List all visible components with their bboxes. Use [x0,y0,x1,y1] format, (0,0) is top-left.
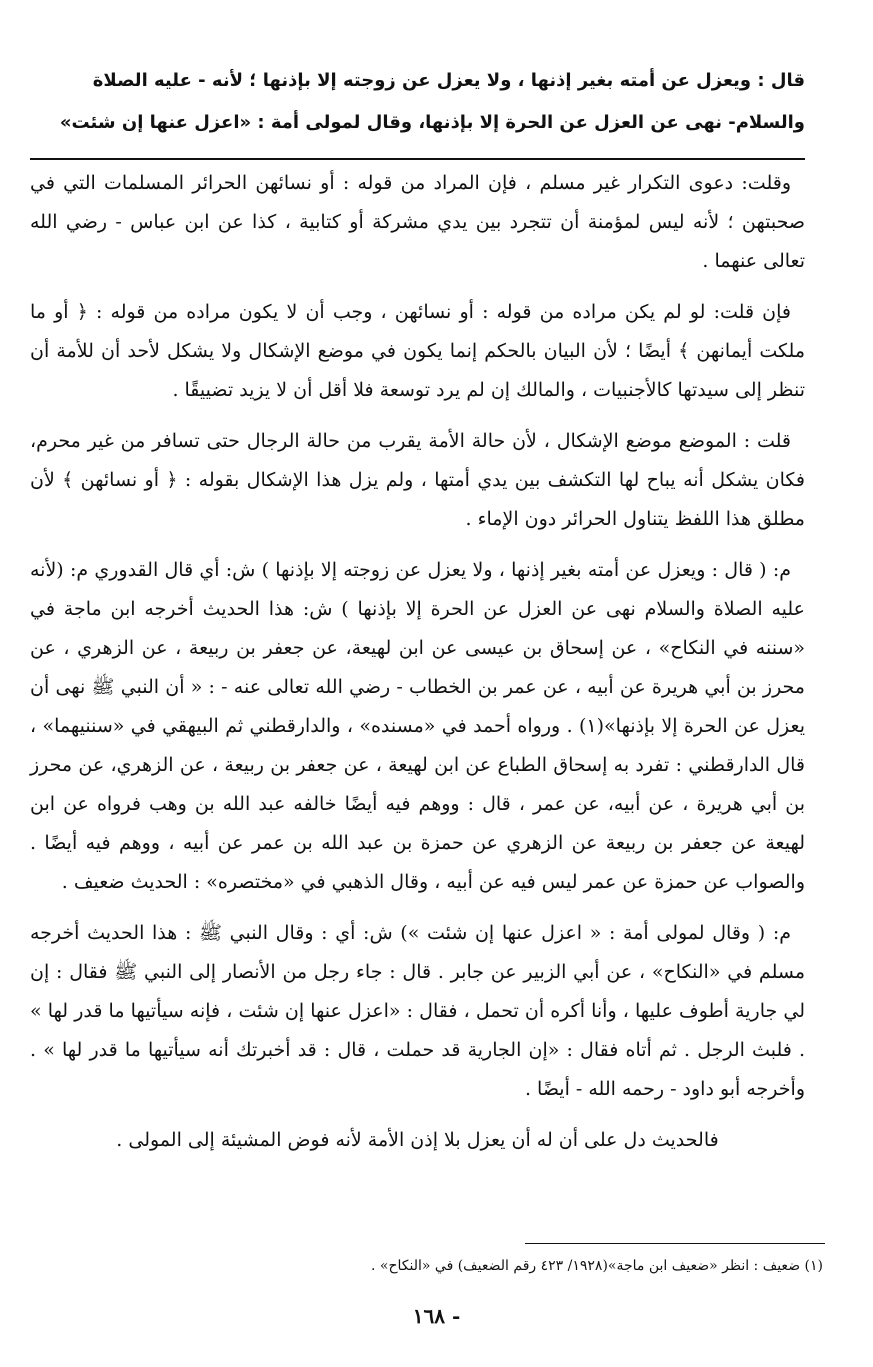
paragraph-4: م: ( قال : ويعزل عن أمته بغير إذنها ، ولا يعزل عن زوجته إلا بإذنها ) ش: أي قال القدوري م: (لأنه عليه الصلاة والسلام نهى عن العزل عن الحرة إلا بإذنها ) ش: هذا الحديث أخرجه ابن ماجة في «سننه في النكاح» ، عن إسحاق بن عيسى عن ابن لهيعة، عن جعفر بن ربيعة ، عن الزهري ، عن محرز بن أبي هريرة عن أبيه ، عن عمر بن الخطاب - رضي الله تعالى عنه - : « أن النبي ﷺ نهى أن يعزل عن الحرة إلا بإذنها»(١) . ورواه أحمد في «مسنده» ، والدارقطني ثم البيهقي في «سننيهما» ، قال الدارقطني : تفرد به إسحاق الطباع عن ابن لهيعة ، عن جعفر بن ربيعة ، عن الزهري، عن محرز بن أبي هريرة ، عن أبيه، عن عمر ، قال : ووهم فيه أيضًا خالفه عبد الله بن وهب فرواه عن ابن لهيعة عن جعفر بن ربيعة عن الزهري عن حمزة بن عبد الله بن عمر عن أبيه ، ووهم فيه أيضًا . والصواب عن حمزة عن عمر ليس فيه عن أبيه ، وقال الذهبي في «مختصره» : الحديث ضعيف . [30,559,805,893]
page-body [30,60,805,1172]
paragraph-1: وقلت: دعوى التكرار غير مسلم ، فإن المراد من قوله : أو نسائهن الحرائر المسلمات التي في صحبتهن ؛ لأنه ليس لمؤمنة أن تتجرد بين يدي مشركة أو كتابية ، كذا عن ابن عباس - رضي الله تعالى عنهما . [30,172,805,272]
paragraph-5: م: ( وقال لمولى أمة : « اعزل عنها إن شئت ») ش: أي : وقال النبي ﷺ : هذا الحديث أخرجه مسلم في «النكاح» ، عن أبي الزبير عن جابر . قال : جاء رجل من الأنصار إلى النبي ﷺ فقال : إن لي جارية أطوف عليها ، وأنا أكره أن تحمل ، فقال : «اعزل عنها إن شئت ، فإنه سيأتيها ما قدر لها » . فلبث الرجل . ثم أتاه فقال : «إن الجارية قد حملت ، قال : قد أخبرتك أنه سيأتيها ما قدر لها » . وأخرجه أبو داود - رحمه الله - أيضًا . [30,922,805,1100]
header-divider [30,158,805,160]
paragraph-3: قلت : الموضع موضع الإشكال ، لأن حالة الأمة يقرب من حالة الرجال حتى تسافر من غير محرم، فكان يشكل أنه يباح لها التكشف بين يدي أمتها ، ولم يزل هذا الإشكال بقوله : ﴿ أو نسائهن ﴾ لأن مطلق هذا اللفظ يتناول الحرائر دون الإماء . [30,430,805,530]
paragraph-2: فإن قلت: لو لم يكن مراده من قوله : أو نسائهن ، وجب أن لا يكون مراده من قوله : ﴿ أو ما ملكت أيمانهن ﴾ أيضًا ؛ لأن البيان بالحكم إنما يكون في موضع الإشكال ولا يشكل لأحد أن للأمة أن تنظر إلى سيدتها كالأجنبيات ، والمالك إن لم يرد توسعة فلا أقل أن لا يزيد تضييقًا . [30,301,805,401]
page-number: - ١٦٨ [412,1304,461,1328]
matn-text: قال : ويعزل عن أمته بغير إذنها ، ولا يعزل عن زوجته إلا بإذنها ؛ لأنه - عليه الصلاة والسلام- نهى عن العزل عن الحرة إلا بإذنها، وقال لمولى أمة : «اعزل عنها إن شئت» [59,70,805,133]
footnote: (١) ضعيف : انظر «ضعيف ابن ماجة»(١٩٢٨/ ٤٢٣ رقم الضعيف) في «النكاح» . [371,1258,823,1274]
footnote-divider [525,1243,825,1244]
closing-paragraph: فالحديث دل على أن له أن يعزل بلا إذن الأمة لأنه فوض المشيئة إلى المولى . [116,1129,719,1151]
